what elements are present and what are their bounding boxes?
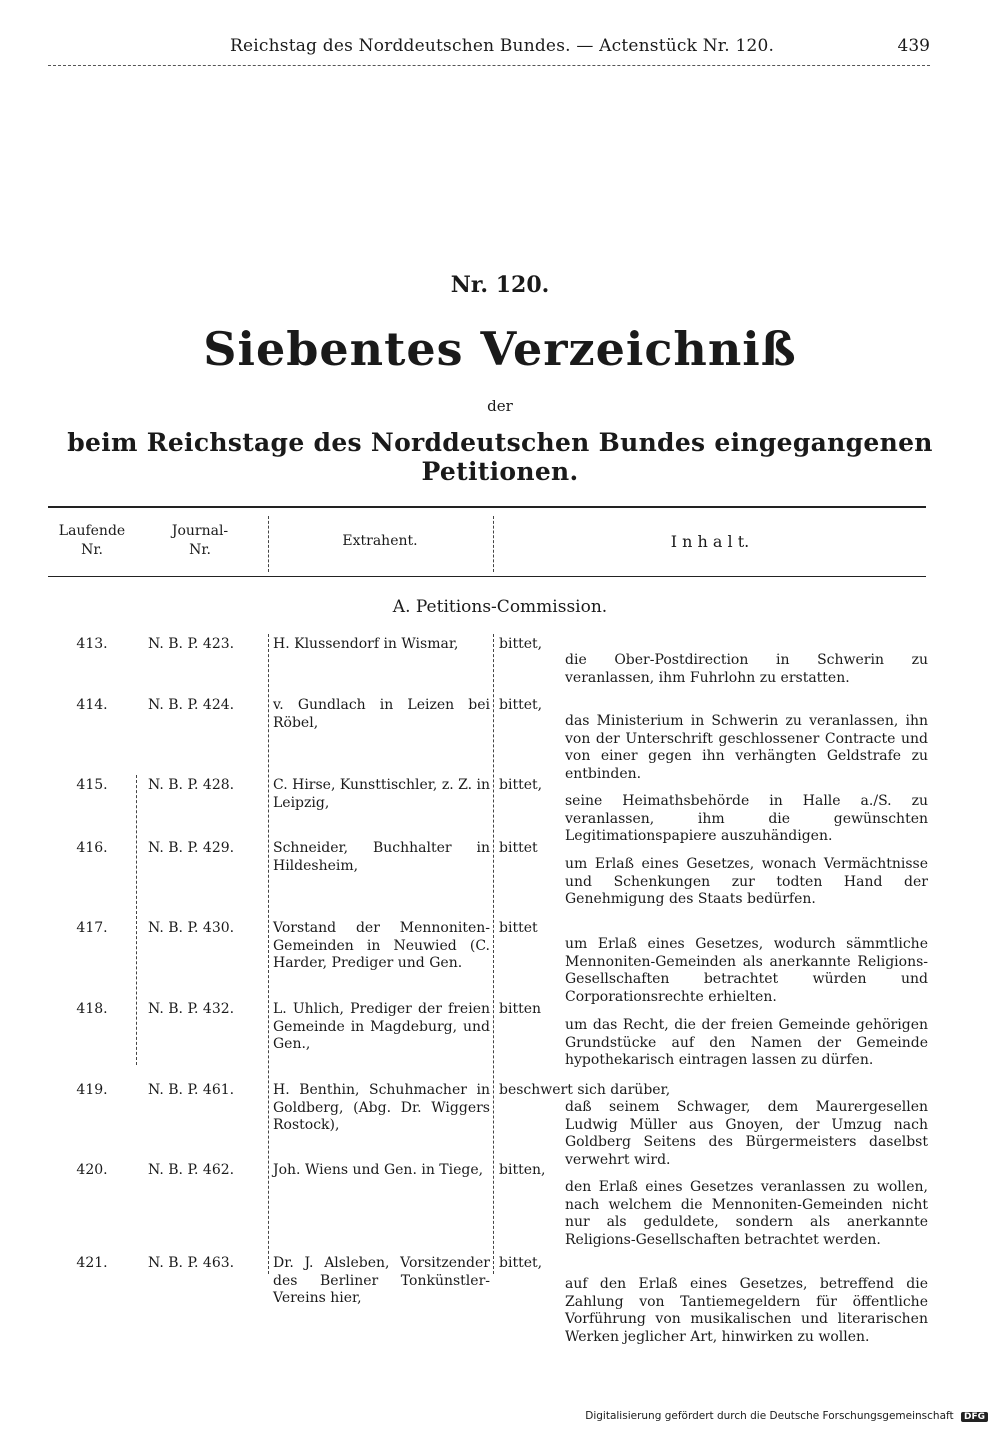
petition-content: seine Heimathsbehörde in Halle a./S. zu veranlassen, ihm die gewünschten Legitimationspapiere auszuhändigen. <box>565 793 928 844</box>
row-number: 418. <box>76 1001 108 1017</box>
header-laufende-line2: Nr. <box>81 542 103 558</box>
document-number: Nr. 120. <box>450 272 550 298</box>
header-separator-right <box>493 516 494 572</box>
header-laufende-line1: Laufende <box>58 523 126 539</box>
petition-content: den Erlaß eines Gesetzes veranlassen zu wollen, nach welchem die Mennoniten-Gemeinden nicht nur als geduldete, sondern als anerkannte Religions-Gesellschaften betrachtet werden. <box>565 1179 928 1248</box>
petitioner: C. Hirse, Kunsttischler, z. Z. in Leipzig, <box>273 777 490 811</box>
journal-number: N. B. P. 429. <box>148 840 235 856</box>
journal-number: N. B. P. 423. <box>148 636 235 652</box>
header-laufende-nr <box>52 522 132 560</box>
request-verb: bittet, <box>499 636 543 652</box>
document-subtitle: beim Reichstage des Norddeutschen Bundes eingegangenen Petitionen. <box>67 428 933 486</box>
title-connector: der <box>487 397 513 415</box>
row-number: 414. <box>76 697 108 713</box>
request-verb: bitten <box>499 1001 541 1017</box>
row-number: 416. <box>76 840 108 856</box>
petition-content: die Ober-Postdirection in Schwerin zu veranlassen, ihm Fuhrlohn zu erstatten. <box>565 652 928 686</box>
petition-content: um das Recht, die der freien Gemeinde gehörigen Grundstücke auf den Namen der Gemeinde hypothekarisch eintragen lassen zu dürfen. <box>565 1017 928 1068</box>
petitioner: L. Uhlich, Prediger der freien Gemeinde in Magdeburg, und Gen., <box>273 1001 490 1052</box>
request-verb: bittet <box>499 840 538 856</box>
petitioner: v. Gundlach in Leizen bei Röbel, <box>273 697 490 731</box>
request-verb: beschwert sich darüber, <box>499 1082 671 1098</box>
header-journal-nr <box>160 522 240 560</box>
header-inhalt: I n h a l t. <box>670 532 750 551</box>
column-separator-nr <box>136 775 137 1065</box>
table-top-rule <box>48 506 926 508</box>
request-verb: bitten, <box>499 1162 546 1178</box>
digitization-note-text: Digitalisierung gefördert durch die Deutsche Forschungsgemeinschaft <box>585 1410 954 1422</box>
journal-number: N. B. P. 461. <box>148 1082 235 1098</box>
header-journal-line1: Journal- <box>171 523 229 539</box>
row-number: 413. <box>76 636 108 652</box>
petition-content: das Ministerium in Schwerin zu veranlassen, ihn von der Unterschrift geschlossener Contracte und von einer gegen ihn verhängten Geldstrafe zu entbinden. <box>565 713 928 782</box>
digitization-note <box>585 1410 988 1422</box>
petitioner: Joh. Wiens und Gen. in Tiege, <box>273 1162 484 1178</box>
row-number: 421. <box>76 1255 108 1271</box>
petitioner: Vorstand der Mennoniten-Gemeinden in Neuwied (C. Harder, Prediger und Gen. <box>273 920 490 971</box>
row-number: 420. <box>76 1162 108 1178</box>
journal-number: N. B. P. 424. <box>148 697 235 713</box>
header-rule <box>48 65 930 66</box>
journal-number: N. B. P. 462. <box>148 1162 235 1178</box>
petitioner: Schneider, Buchhalter in Hildesheim, <box>273 840 490 874</box>
column-separator-extrahent <box>268 634 269 1274</box>
petitioner: H. Klussendorf in Wismar, <box>273 636 459 652</box>
journal-number: N. B. P. 430. <box>148 920 235 936</box>
petition-content: auf den Erlaß eines Gesetzes, betreffend die Zahlung von Tantiemegeldern für öffentliche Vorführung von musikalischen und literarischen Werken jeglicher Art, hinwirken zu wollen. <box>565 1276 928 1345</box>
row-number: 419. <box>76 1082 108 1098</box>
journal-number: N. B. P. 463. <box>148 1255 235 1271</box>
document-title: Siebentes Verzeichniß <box>203 322 797 376</box>
request-verb: bittet, <box>499 697 543 713</box>
table-header-rule <box>48 576 926 577</box>
section-title: A. Petitions-Commission. <box>392 597 608 617</box>
request-verb: bittet, <box>499 777 543 793</box>
petition-content: daß seinem Schwager, dem Maurergesellen Ludwig Müller aus Gnoyen, der Umzug nach Goldberg Seitens des Bürgermeisters daselbst verwehrt wird. <box>565 1099 928 1168</box>
dfg-logo: DFG <box>961 1412 988 1422</box>
column-separator-verb <box>493 634 494 1274</box>
petitioner: H. Benthin, Schuhmacher in Goldberg, (Abg. Dr. Wiggers Rostock), <box>273 1082 490 1133</box>
page-number: 439 <box>897 36 930 56</box>
petition-content: um Erlaß eines Gesetzes, wodurch sämmtliche Mennoniten-Gemeinden als anerkannte Religions-Gesellschaften betrachtet würden und Corporationsrechte erhielten. <box>565 936 928 1005</box>
row-number: 415. <box>76 777 108 793</box>
petitioner: Dr. J. Alsleben, Vorsitzender des Berliner Tonkünstler-Vereins hier, <box>273 1255 490 1306</box>
header-journal-line2: Nr. <box>189 542 211 558</box>
running-header: Reichstag des Norddeutschen Bundes. — Actenstück Nr. 120. <box>230 36 775 56</box>
journal-number: N. B. P. 428. <box>148 777 235 793</box>
header-separator-left <box>268 516 269 572</box>
row-number: 417. <box>76 920 108 936</box>
petition-content: um Erlaß eines Gesetzes, wonach Vermächtnisse und Schenkungen zur todten Hand der Genehmigung des Staats bedürfen. <box>565 856 928 907</box>
request-verb: bittet <box>499 920 538 936</box>
header-extrahent: Extrahent. <box>342 533 418 549</box>
request-verb: bittet, <box>499 1255 543 1271</box>
journal-number: N. B. P. 432. <box>148 1001 235 1017</box>
